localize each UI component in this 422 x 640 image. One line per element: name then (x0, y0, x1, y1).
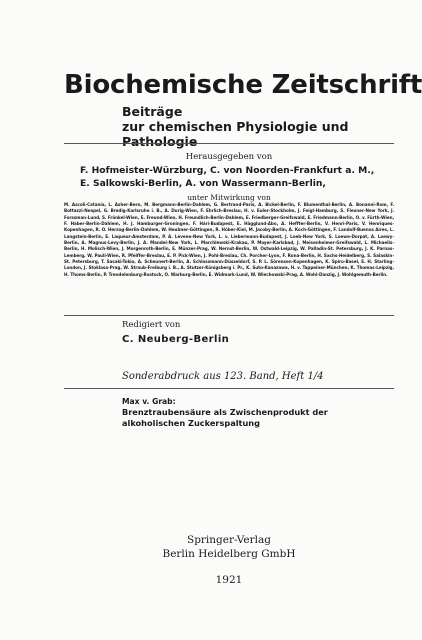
offprint-note: Sonderabdruck aus 123. Band, Heft 1/4 (122, 371, 324, 382)
publisher-location: Berlin Heidelberg GmbH (162, 548, 296, 560)
redaction-intro: Redigiert von (122, 320, 181, 330)
collaborators-intro: unter Mitwirkung von (187, 193, 271, 202)
redaction-editor: C. Neuberg-Berlin (122, 334, 230, 345)
editors-line2: E. Salkowski-Berlin, A. von Wassermann-Berlin, (80, 178, 326, 189)
divider-middle (64, 315, 394, 316)
journal-title: Biochemische Zeitschrift (64, 70, 422, 100)
publication-year: 1921 (215, 574, 243, 586)
divider-top (64, 143, 394, 144)
contributors-list: M. Ascoli-Catania, L. Asher-Bern, M. Bergmann-Berlin-Dahlem, G. Bertrand-Paris, A. Bickel-Berlin, F. Blumenthal-Berlin, A. Bonanni-Rom, F. Bottazzi-Neapel, G. Bredig-Karlsruhe i. B., A. Durig-Wien, F. Ehrlich-Breslau, H. v. Euler-Stockholm, J. Feigl-Hamburg, S. Flexner-New York, J. Forssman-Lund, S. Fränkel-Wien, E. Freund-Wien, H. Freundlich-Berlin-Dahlem, E. Friedberger-Greifswald, E. Friedmann-Berlin, O. v. Fürth-Wien, F. Haber-Berlin-Dahlem, H. J. Hamburger-Groningen, F. Hári-Budapest, E. Hägglund-Åbo, A. Heffter-Berlin, V. Henri-Paris, V. Henriques-Kopenhagen, R. O. Herzog-Berlin-Dahlem, W. Heubner-Göttingen, R. Höber-Kiel, M. Jacoby-Berlin, A. Koch-Göttingen, F. Landolf-Buenos Aires, L. Langstein-Berlin, E. Laqueur-Amsterdam, P. A. Levene-New York, L. v. Liebermann-Budapest, J. Loeb-New York, S. Loewe-Dorpat, A. Loewy-Berlin, A. Magnus-Levy-Berlin, J. A. Mandel-New York, L. Marchlewski-Krakau, P. Mayer-Karlsbad, J. Meisenheimer-Greifswald, L. Michaelis-Berlin, H. Molisch-Wien, J. Morgenroth-Berlin, E. Münzer-Prag, W. Nernst-Berlin, W. Ostwald-Leipzig, W. Palladin-St. Petersburg, J. K. Parnas-Lemberg, W. Pauli-Wien, R. Pfeiffer-Breslau, E. P. Pick-Wien, J. Pohl-Breslau, Ch. Porcher-Lyon, F. Rona-Berlin, H. Sachs-Heidelberg, S. Salaskin-St. Petersburg, T. Sasaki-Tokio, A. Scheunert-Berlin, A. Schlossmann-Düsseldorf, S. P. L. Sörensen-Kopenhagen, K. Spiro-Basel, E. H. Starling-London, J. Stoklasa-Prag, W. Straub-Freiburg i. B., A. Stutzer-Königsberg i. Pr., K. Suto-Kanazawa, H. v. Tappeiner-München, K. Thomas-Leipzig, H. Thoms-Berlin, P. Trendelenburg-Rostock, O. Warburg-Berlin, E. Widmark-Lund, W. Wiechowski-Prag, A. Wohl-Danzig, J. Wohlgemuth-Berlin. (64, 203, 394, 278)
editors-intro: Herausgegeben von (185, 152, 273, 162)
publisher-name: Springer-Verlag (187, 534, 271, 546)
editors-line1: F. Hofmeister-Würzburg, C. von Noorden-Frankfurt a. M., (80, 165, 375, 176)
article-title: Brenztraubensäure als Zwischenprodukt der alkoholischen Zuckerspaltung (122, 407, 328, 428)
article-author: Max v. Grab: (122, 397, 176, 406)
journal-subtitle-line1: Beiträge (122, 104, 183, 119)
divider-lower (64, 388, 394, 389)
journal-subtitle-line2: zur chemischen Physiologie und Pathologie (122, 119, 349, 149)
